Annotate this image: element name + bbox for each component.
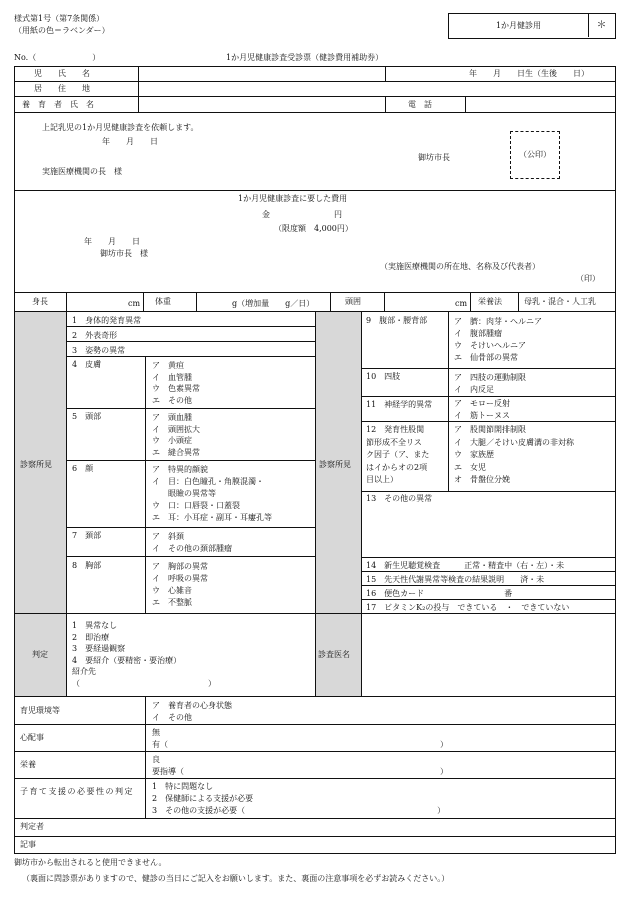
- option-item[interactable]: ウ 心雑音: [152, 586, 192, 595]
- option-item[interactable]: オ 骨盤位分娩: [454, 475, 510, 484]
- phone-field[interactable]: [467, 97, 614, 111]
- cost-recipient: 御坊市長 様: [100, 249, 148, 258]
- institution-label: （実施医療機関の所在地、名称及び代表者）: [380, 262, 540, 271]
- weight-label: 体重: [155, 297, 171, 306]
- abdomen-options: [454, 316, 542, 364]
- option-item[interactable]: ウ 家族歴: [454, 450, 494, 459]
- request-recipient: 実施医療機関の長 様: [42, 167, 122, 176]
- face-options: [152, 464, 272, 524]
- option-item[interactable]: ア モロー反射: [454, 399, 510, 408]
- option-item[interactable]: イ 大腿／そけい皮膚溝の非対称: [454, 437, 574, 447]
- option-item[interactable]: 有（ ）: [152, 739, 448, 749]
- exam-item-10: 10 四肢: [366, 372, 401, 381]
- nutri-options: [152, 754, 448, 777]
- option-item[interactable]: イ 頭囲拡大: [152, 424, 200, 434]
- support-need-label: 子育て支援の必要性の判定: [20, 787, 134, 796]
- support-need-options: [152, 781, 445, 817]
- exam-item-14[interactable]: 14 新生児聴覚検査 正常・精査中（右・左）・未: [366, 561, 565, 570]
- env-options: [152, 700, 232, 723]
- option-item[interactable]: イ 内反足: [454, 385, 494, 394]
- option-item[interactable]: ア 養育者の心身状態: [152, 701, 232, 710]
- exam-item-12: 12 発育性股関 節形成不全リス ク因子（ア、また はイからオの2項 目以上）: [366, 425, 430, 484]
- option-item[interactable]: ア 頭血腫: [152, 413, 192, 422]
- weight-unit: g（増加量 g／日）: [232, 299, 315, 308]
- option-item[interactable]: イ 筋トーヌス: [454, 410, 510, 420]
- exam-item-15[interactable]: 15 先天性代謝異常等検査の結果説明 済・未: [366, 575, 545, 584]
- official-seal: （公印）: [510, 131, 560, 179]
- env-label: 育児環境等: [20, 706, 60, 715]
- option-item[interactable]: ウ 色素異常: [152, 384, 200, 393]
- footer-note-1: 御坊市から転出されると使用できません。: [14, 858, 167, 867]
- nutrition-options[interactable]: 母乳・混合・人工乳: [524, 297, 596, 306]
- doctor-label: 診査医名: [318, 650, 350, 659]
- paper-color-note: （用紙の色＝ラベンダー）: [14, 26, 110, 35]
- option-item[interactable]: エ その他: [152, 395, 192, 405]
- address-field[interactable]: [140, 82, 614, 95]
- request-text: 上記乳児の1か月児健康診査を依頼します。: [42, 123, 199, 132]
- option-item[interactable]: エ 不整脈: [152, 598, 192, 607]
- address-label: 居 住 地: [34, 84, 90, 93]
- option-item[interactable]: 3 要経過観察: [72, 644, 126, 653]
- height-unit: cm: [128, 299, 141, 308]
- institution-seal: （印）: [576, 274, 600, 283]
- memo-label: 記事: [20, 840, 36, 849]
- nutri-label: 栄養: [20, 760, 36, 769]
- option-item[interactable]: ア 斜頚: [152, 532, 184, 541]
- option-item[interactable]: ウ 小頭症: [152, 436, 192, 445]
- option-item[interactable]: ア 四肢の運動制限: [454, 373, 526, 382]
- exam-item-17[interactable]: 17 ビタミンK₂の投与 できている ・ できていない: [366, 603, 570, 612]
- option-item[interactable]: ア 黄疸: [152, 361, 184, 370]
- option-item[interactable]: イ 腹部腫瘤: [454, 329, 502, 338]
- child-name-label: 児 氏 名: [34, 69, 90, 78]
- badge-mark: ＊: [596, 20, 607, 31]
- option-item[interactable]: イ 目：白色瞳孔・角膜混濁・: [152, 477, 264, 486]
- option-item[interactable]: エ 縫合異常: [152, 447, 200, 457]
- exam-item-8: 8 胸部: [72, 561, 102, 570]
- option-item[interactable]: 要指導（ ）: [152, 766, 448, 776]
- option-item[interactable]: 無: [152, 728, 160, 737]
- exam-label-right: 診察所見: [319, 460, 351, 469]
- exam-item-5: 5 頭部: [72, 412, 102, 421]
- head-options: [152, 412, 200, 458]
- height-label: 身長: [32, 297, 48, 306]
- birth-date-field[interactable]: 年 月 日生（生後 日）: [469, 69, 589, 78]
- cost-amount-field[interactable]: 金 円: [262, 210, 342, 219]
- judgement-label: 判定: [32, 650, 48, 659]
- referral-label: 紹介先: [72, 667, 96, 676]
- option-item[interactable]: ア 股関節開排制限: [454, 425, 526, 434]
- option-item[interactable]: 2 即治療: [72, 632, 110, 642]
- option-item[interactable]: 4 要紹介（要精密・要治療）: [72, 655, 182, 665]
- option-item[interactable]: 1 異常なし: [72, 621, 118, 630]
- judge-person-label: 判定者: [20, 822, 44, 831]
- child-name-field[interactable]: [140, 67, 384, 80]
- exam-item-3[interactable]: 3 姿勢の異常: [72, 346, 126, 355]
- exam-item-4: 4 皮膚: [72, 360, 102, 369]
- option-item[interactable]: エ 仙骨部の異常: [454, 353, 518, 362]
- option-item[interactable]: イ その他: [152, 712, 192, 722]
- cost-limit: （限度額 4,000円）: [274, 224, 353, 233]
- neuro-options: [454, 398, 510, 421]
- badge-label: 1か月健診用: [449, 14, 589, 37]
- form-no-field[interactable]: No.（ ）: [14, 53, 101, 62]
- judgement-options: [72, 620, 216, 689]
- form-number: 様式第1号（第7条関係）: [14, 14, 105, 23]
- phone-label: 電 話: [408, 100, 432, 109]
- exam-item-2[interactable]: 2 外表奇形: [72, 331, 118, 340]
- skin-options: [152, 360, 200, 406]
- option-item[interactable]: 眼瞼の異常等: [152, 489, 216, 498]
- option-item[interactable]: 1 特に問題なし: [152, 782, 214, 791]
- footer-note-2: （裏面に問診票がありますので、健診の当日にご記入をお願いします。また、裏面の注意事項を必ずお読みください。）: [22, 874, 450, 883]
- limbs-options: [454, 372, 526, 396]
- exam-item-1[interactable]: 1 身体的発育異常: [72, 316, 142, 325]
- option-item[interactable]: エ 女児: [454, 462, 486, 472]
- option-item[interactable]: ア 特異的顔貌: [152, 465, 208, 474]
- option-item[interactable]: イ その他の頚部腫瘤: [152, 544, 232, 553]
- exam-item-13[interactable]: 13 その他の異常: [366, 494, 433, 503]
- chest-options: [152, 561, 208, 609]
- request-date: 年 月 日: [102, 137, 158, 146]
- doctor-name-field[interactable]: [363, 615, 614, 695]
- mayor-name: 御坊市長: [418, 153, 450, 162]
- exam-item-11: 11 神経学的異常: [366, 400, 433, 409]
- cost-date: 年 月 日: [84, 237, 140, 246]
- option-item[interactable]: イ 呼吸の異常: [152, 574, 208, 583]
- exam-item-7: 7 頚部: [72, 531, 102, 540]
- worry-options: [152, 727, 448, 750]
- exam-label-left: 診察所見: [20, 460, 52, 469]
- guardian-label: 養 育 者 氏 名: [22, 100, 94, 109]
- head-circ-label: 頭囲: [345, 297, 361, 306]
- checkup-type-badge: [448, 13, 616, 39]
- worry-label: 心配事: [20, 733, 44, 742]
- exam-item-16[interactable]: 16 便色カード 番: [366, 589, 513, 598]
- option-item[interactable]: 2 保健師による支援が必要: [152, 794, 254, 803]
- page-title: 1か月児健康診査受診票（健診費用補助券）: [226, 53, 384, 62]
- option-item[interactable]: イ 血管腫: [152, 372, 192, 382]
- exam-item-9: 9 腹部・腰背部: [366, 316, 428, 325]
- option-item[interactable]: ア 胸部の異常: [152, 562, 208, 571]
- option-item[interactable]: 3 その他の支援が必要（ ）: [152, 806, 446, 815]
- option-item[interactable]: 良: [152, 755, 160, 764]
- exam-item-6: 6 顔: [72, 464, 94, 473]
- head-circ-unit: cm: [455, 299, 468, 308]
- judge-person-field[interactable]: [70, 819, 614, 835]
- hip-options: [454, 424, 574, 487]
- guardian-name-field[interactable]: [140, 97, 384, 111]
- neck-options: [152, 531, 232, 555]
- option-item[interactable]: ウ 口：口唇裂・口蓋裂: [152, 501, 240, 510]
- option-item[interactable]: エ 耳：小耳症・副耳・耳瘻孔等: [152, 513, 272, 522]
- option-item[interactable]: ウ そけいヘルニア: [454, 341, 526, 350]
- memo-field[interactable]: [70, 837, 614, 852]
- cost-title: 1か月児健康診査に要した費用: [238, 194, 348, 203]
- option-item[interactable]: ア 臍：肉芽・ヘルニア: [454, 317, 542, 326]
- nutrition-label: 栄養法: [478, 297, 502, 306]
- referral-field[interactable]: （ ）: [72, 678, 216, 688]
